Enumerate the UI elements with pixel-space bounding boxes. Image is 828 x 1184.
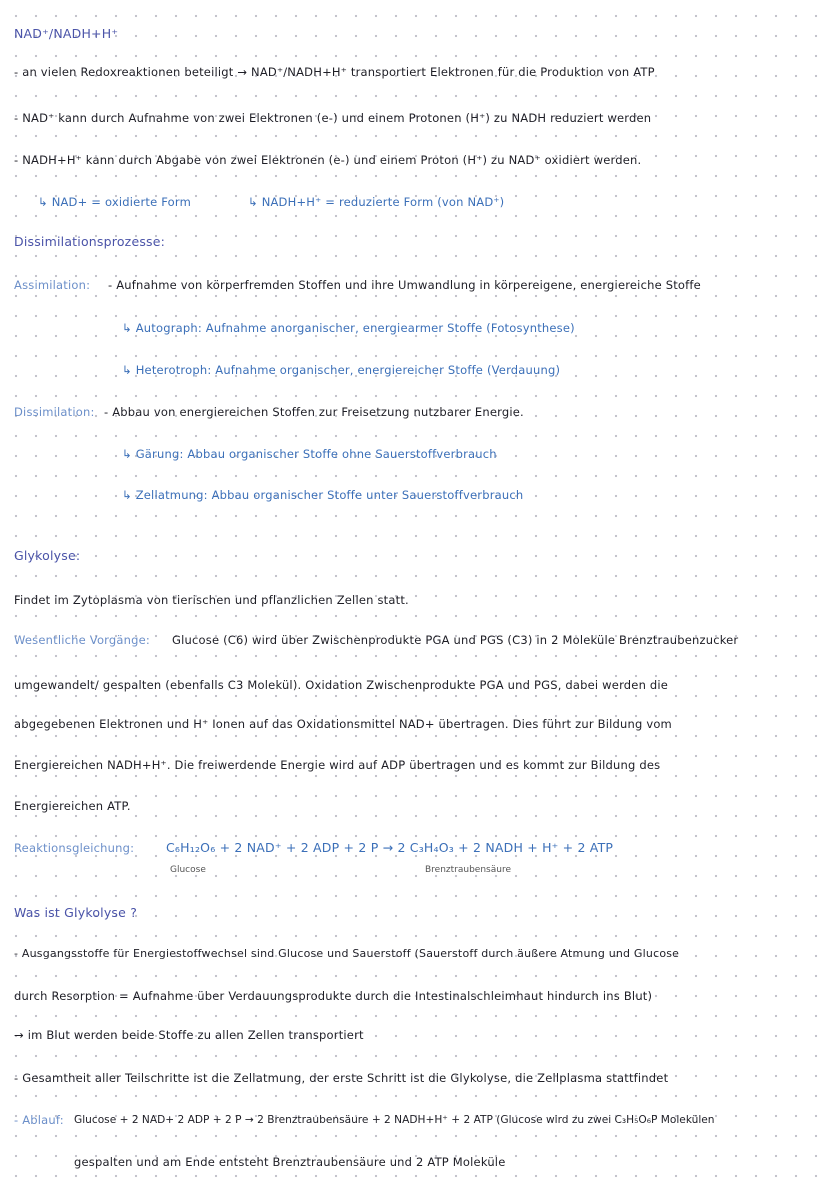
process-line-1: Glucose + 2 NAD+ 2 ADP + 2 P → 2 Brenztraubensäure + 2 NADH+H⁺ + 2 ATP (Glucose wird zu zwei C₃H₅O₆P Molekülen xyxy=(74,1114,715,1126)
nad-line-2: - NAD⁺ kann durch Aufnahme von zwei Elektronen (e-) und einem Protonen (H⁺) zu NADH reduziert werden xyxy=(14,111,652,125)
glycolysis-process-line-3: abgegebenen Elektronen und H⁺ Ionen auf das Oxidationsmittel NAD+ übertragen. Dies führt zur Bildung vom xyxy=(14,717,672,731)
glucose-caption: Glucose xyxy=(170,865,206,875)
reaction-equation: C₆H₁₂O₆ + 2 NAD⁺ + 2 ADP + 2 P → 2 C₃H₄O₃ + 2 NADH + H⁺ + 2 ATP xyxy=(166,840,614,855)
glycolysis-process-line-4: Energiereichen NADH+H⁺. Die freiwerdende Energie wird auf ADP übertragen und es kommt zur Bildung des xyxy=(14,758,661,772)
glycolysis-process-line-5: Energiereichen ATP. xyxy=(14,799,131,813)
reaction-equation-label: Reaktionsgleichung: xyxy=(14,841,135,855)
dissimilation-label: Dissimilation: xyxy=(14,405,95,419)
dissimilation-text: - Abbau von energiereichen Stoffen zur Freisetzung nutzbarer Energie. xyxy=(104,405,524,419)
cell-respiration-line: ↳ Zellatmung: Abbau organischer Stoffe unter Sauerstoffverbrauch xyxy=(122,488,524,502)
nad-reduced-form: ↳ NADH+H⁺ = reduzierte Form (von NAD⁺) xyxy=(248,195,505,209)
nad-title: NAD⁺/NADH+H⁺ xyxy=(14,26,119,41)
what-is-glycolysis-title: Was ist Glykolyse ? xyxy=(14,905,138,920)
assimilation-label: Assimilation: xyxy=(14,278,91,292)
glycolysis-intro: Findet im Zytoplasma von tierischen und pflanzlichen Zellen statt. xyxy=(14,593,409,607)
pyruvic-acid-caption: Brenztraubensäure xyxy=(425,865,511,875)
heterotroph-line: ↳ Heterotroph: Aufnahme organischer, energiereicher Stoffe (Verdauung) xyxy=(122,363,561,377)
glycolysis-process-line-2: umgewandelt/ gespalten (ebenfalls C3 Molekül). Oxidation Zwischenprodukte PGA und PGS, dabei werden die xyxy=(14,678,669,692)
autotroph-line: ↳ Autograph: Aufnahme anorganischer, energiearmer Stoffe (Fotosynthese) xyxy=(122,321,575,335)
what-is-line-4: - Gesamtheit aller Teilschritte ist die Zellatmung, der erste Schritt ist die Glykolyse, die Zellplasma stattfindet xyxy=(14,1071,669,1085)
glycolysis-title: Glykolyse: xyxy=(14,548,81,563)
what-is-line-3: → im Blut werden beide Stoffe zu allen Zellen transportiert xyxy=(14,1028,364,1042)
fermentation-line: ↳ Gärung: Abbau organischer Stoffe ohne Sauerstoffverbrauch xyxy=(122,447,497,461)
what-is-line-1: - Ausgangsstoffe für Energiestoffwechsel sind Glucose und Sauerstoff (Sauerstoff durch äußere Atmung und Glucose xyxy=(14,947,680,960)
nad-oxidized-form: ↳ NAD+ = oxidierte Form xyxy=(38,195,191,209)
process-line-2: gespalten und am Ende entsteht Brenztraubensäure und 2 ATP Moleküle xyxy=(74,1155,506,1169)
nad-line-1: - an vielen Redoxreaktionen beteiligt → NAD⁺/NADH+H⁺ transportiert Elektronen für die Produktion von ATP xyxy=(14,65,655,79)
glycolysis-process-line-1: Glucose (C6) wird über Zwischenprodukte PGA und PGS (C3) in 2 Moleküle Brenztraubenzucker xyxy=(172,633,739,647)
nad-line-3: - NADH+H⁺ kann durch Abgabe von zwei Elektronen (e-) und einem Proton (H⁺) zu NAD⁺ oxidiert werden. xyxy=(14,153,642,167)
process-label: - Ablauf: xyxy=(14,1113,64,1127)
glycolysis-processes-label: Wesentliche Vorgänge: xyxy=(14,633,150,647)
what-is-line-2: durch Resorption = Aufnahme über Verdauungsprodukte durch die Intestinalschleimhaut hindurch ins Blut) xyxy=(14,989,653,1003)
assimilation-text: - Aufnahme von körperfremden Stoffen und ihre Umwandlung in körpereigene, energiereiche Stoffe xyxy=(108,278,701,292)
dissimilation-processes-title: Dissimilationsprozesse: xyxy=(14,234,166,249)
